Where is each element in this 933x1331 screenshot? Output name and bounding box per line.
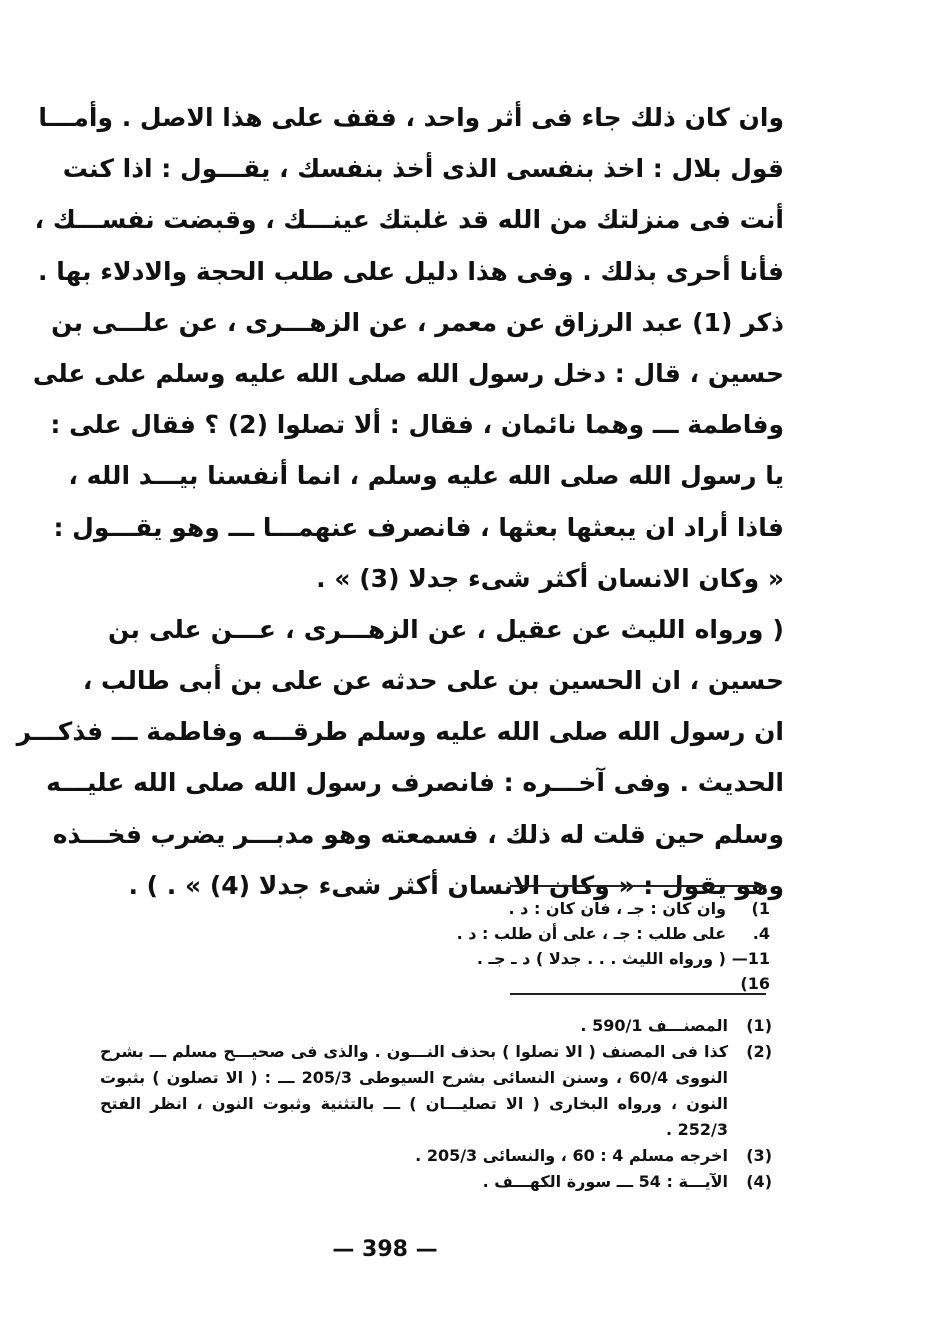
text-line: وان كان ذلك جاء فى أثر واحد ، فقف على هذا الاصل . وأمـــا [38, 103, 784, 132]
footnote-number: (3) [746, 1146, 772, 1165]
variant-text: ( ورواه الليث . . . جدلا ) د ـ جـ . [476, 949, 726, 968]
text-line: يا رسول الله صلى الله عليه وسلم ، انما أنفسنا بيـــد الله ، [68, 461, 784, 491]
main-text-block [16, 92, 784, 911]
footnotes [100, 1013, 772, 1195]
footnote-text: اخرجه مسلم 4 : 60 ، والنسائى 205/3 . [415, 1146, 728, 1165]
footnote-text: الآيـــة : 54 ـــ سورة الكهـــف . [482, 1172, 728, 1191]
footnote-number: (1) [746, 1016, 772, 1035]
manuscript-variants [300, 896, 770, 993]
text-line: ان رسول الله صلى الله عليه وسلم طرقـــه وفاطمة ـــ فذكـــر [16, 717, 784, 747]
variant-note [300, 896, 770, 921]
footnote [100, 1169, 772, 1195]
variant-note [300, 921, 770, 946]
footnote [100, 1039, 772, 1143]
footnotes-separator [510, 993, 766, 995]
text-line: ( ورواه الليث عن عقيل ، عن الزهـــرى ، عـــن على بن [108, 614, 784, 644]
text-line: قول بلال : اخذ بنفسى الذى أخذ بنفسك ، يقـــول : اذا كنت [62, 154, 784, 184]
footnote-text: كذا فى المصنف ( الا تصلوا ) بحذف النـــون . والذى فى صحيـــح مسلم ـــ بشرح النووى 60/4 ، وسنن النسائى بشرح السيوطى 205/3 ـــ : ( الا تصلون ) بثبوت النون ، ورواه البخارى ( الا تصليـــان ) ـــ بالتثنية وثبوت النون ، انظر الفتح 252/3 . [100, 1042, 729, 1139]
variant-text: على طلب : جـ ، على أن طلب : د . [456, 924, 726, 943]
text-line: فأنا أحرى بذلك . وفى هذا دليل على طلب الحجة والادلاء بها . [38, 256, 784, 286]
text-line: وسلم حين قلت له ذلك ، فسمعته وهو مدبـــر يضرب فخـــذه [52, 819, 784, 849]
variants-separator [510, 885, 766, 887]
text-line: أنت فى منزلتك من الله قد غلبتك عينـــك ، وقبضت نفســـك ، [34, 205, 784, 235]
text-line: وفاطمة ـــ وهما نائمان ، فقال : ألا تصلوا (2) ؟ فقال على : [50, 410, 784, 440]
variant-line-ref: 1) [751, 899, 770, 918]
page-number: — 398 — [332, 1237, 438, 1262]
text-line: فاذا أراد ان يبعثها بعثها ، فانصرف عنهمـــا ـــ وهو يقـــول : [53, 512, 784, 542]
footnote-text: المصنـــف 590/1 . [580, 1016, 728, 1035]
text-line: الحديث . وفى آخـــره : فانصرف رسول الله صلى الله عليـــه [46, 768, 784, 798]
text-line: « وكان الانسان أكثر شىء جدلا (3) » . [316, 563, 784, 593]
text-line: ذكر (1) عبد الرزاق عن معمر ، عن الزهـــرى ، عن علـــى بن [51, 307, 784, 337]
footnote-number: (2) [746, 1042, 772, 1061]
footnote-number: (4) [746, 1172, 772, 1191]
text-line: حسين ، ان الحسين بن على حدثه عن على بن أبى طالب ، [82, 666, 784, 696]
footnote [100, 1143, 772, 1169]
variant-line-ref: 11—16) [731, 949, 770, 993]
variant-note [300, 946, 770, 993]
variant-text: وان كان : جـ ، فان كان : د . [508, 899, 726, 918]
footnote [100, 1013, 772, 1039]
text-line: حسين ، قال : دخل رسول الله صلى الله عليه وسلم على على [32, 358, 784, 388]
text-line: وهو يقول : « وكان الانسان أكثر شىء جدلا (4) » . ) . [128, 870, 784, 900]
variant-line-ref: 4. [752, 924, 770, 943]
